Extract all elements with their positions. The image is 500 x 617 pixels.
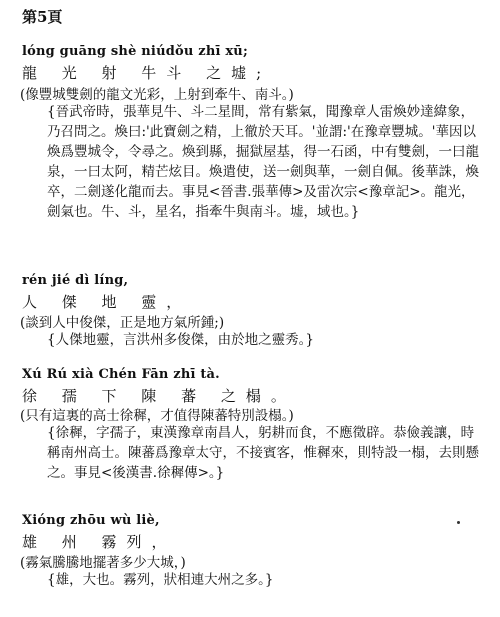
hanzi-line: 徐 孺 下 陳 蕃 之榻。 <box>22 387 296 405</box>
annotation-note: {人傑地靈，言洪州多俊傑，由於地之靈秀。} <box>47 332 314 348</box>
stray-dot-mark <box>457 521 460 524</box>
annotation-note: {徐穉，字孺子，東漢豫章南昌人，躬耕而食，不應徵辟。恭儉義讓，時稱南州高士。陳蕃爲豫章太守，不接賓客，惟穉來，則特設一榻，去則懸之。事見<後漢書.徐穉傳>。} <box>47 425 479 481</box>
translation-line: (談到人中俊傑，正是地方氣所鍾;) <box>20 315 225 331</box>
pinyin-line: Xióng zhōu wù liè, <box>22 513 160 528</box>
translation-line: (只有這裏的高士徐穉，才值得陳蕃特別設榻。) <box>20 408 294 424</box>
page-number: 第5頁 <box>22 8 63 26</box>
hanzi-line: 人 傑 地 靈， <box>22 293 192 311</box>
pinyin-line: rén jié dì líng, <box>22 273 129 288</box>
translation-line: (像豐城雙劍的龍文光彩，上射到牽牛、南斗。) <box>20 87 294 103</box>
annotation-note: {雄，大也。霧列，狀相連大州之多。} <box>47 572 274 588</box>
hanzi-line: 雄 州 霧列， <box>22 533 177 551</box>
pinyin-line: Xú Rú xià Chén Fān zhī tà. <box>22 367 220 382</box>
annotation-note: {晉武帝時，張華見牛、斗二星間，常有紫氣，聞豫章人雷煥妙達緯象，乃召問之。煥曰:'此寶劍之精，上徹於天耳。'並謂:'在豫章豐城。'華因以煥爲豐城令，令尋之。煥到縣，掘獄屋基，得一石函，中有雙劍，一曰龍泉，一曰太阿，精芒炫目。煥遣使，送一劍與華，一劍自佩。後華誅，煥卒，二劍遂化龍而去。事見<晉書.張華傳>及雷次宗<豫章記>。龍光，劍氣也。牛、斗，星名，指牽牛與南斗。墟，域也。} <box>47 104 479 220</box>
hanzi-line: 龍 光 射 牛斗 之墟; <box>22 64 272 82</box>
pinyin-line: lóng guāng shè niúdǒu zhī xū; <box>22 44 248 59</box>
translation-line: (霧氣騰騰地擺著多少大城，) <box>20 555 186 571</box>
